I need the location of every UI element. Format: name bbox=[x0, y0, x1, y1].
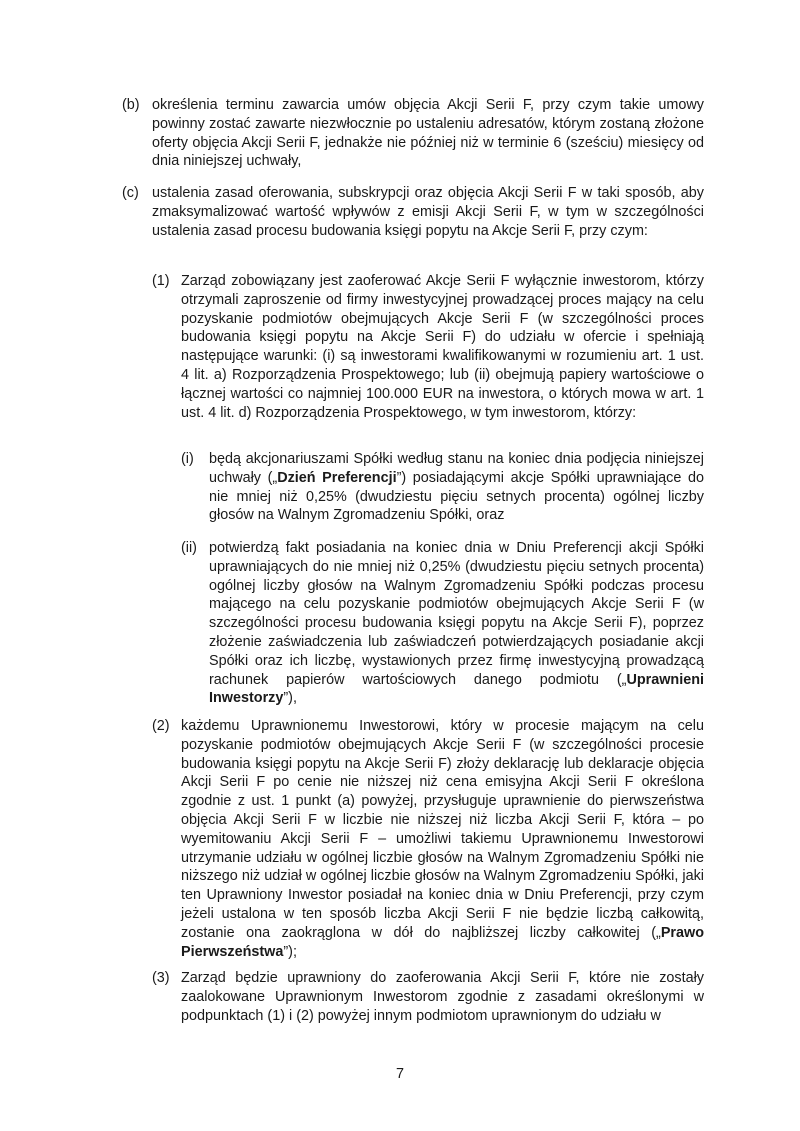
defined-term-prawo-pierwszenstwa: Prawo Pierwszeństwa bbox=[181, 924, 704, 960]
paragraph-c: ustalenia zasad oferowania, subskrypcji oraz objęcia Akcji Serii F w taki sposób, aby zmaksymalizować wartość wpływów z emisji Akcji Serii F, w tym w szczególności ustalenia zasad procesu budowania księgi popytu na Akcje Serii F, przy czym: bbox=[152, 185, 704, 239]
page-number: 7 bbox=[395, 1066, 404, 1082]
paragraph-ci: będą akcjonariuszami Spółki według stanu na koniec dnia podjęcia niniejszej uchwały („Dzień Preferencji”) posiadającymi akcje Spółki uprawniające do nie mniej niż 0,25% (dwudziestu pięciu setnych procenta) ogólnej liczby głosów na Walnym Zgromadzeniu Spółki, oraz bbox=[209, 451, 704, 524]
item-label-c2: (2) bbox=[152, 718, 170, 734]
item-label-b: (b) bbox=[122, 97, 140, 113]
paragraph-cii: potwierdzą fakt posiadania na koniec dnia w Dniu Preferencji akcji Spółki uprawniających do nie mniej niż 0,25% (dwudziestu pięciu setnych procenta) ogólnej liczby głosów na Walnym Zgromadzeniu Spółki podczas procesu mającego na celu pozyskanie podmiotów obejmujących Akcje Serii F (w szczególności procesu budowania księgi popytu na Akcje Serii F), poprzez złożenie zaświadczenia lub zaświadczeń potwierdzających posiadanie akcji Spółki oraz ich liczbę, wystawionych przez firmę inwestycyjną prowadzącą rachunek papierów wartościowych danego podmiotu („Uprawnieni Inwestorzy”), bbox=[209, 540, 704, 707]
item-label-c1: (1) bbox=[152, 273, 170, 289]
item-label-cii: (ii) bbox=[181, 540, 197, 556]
paragraph-c2: każdemu Uprawnionemu Inwestorowi, który w procesie mającym na celu pozyskanie podmiotów obejmujących Akcje Serii F (w szczególności procesie budowania księgi popytu na Akcje Serii F) złoży deklarację lub deklaracje objęcia Akcji Serii F po cenie nie niższej niż cena emisyjna Akcji Serii F określona zgodnie z ust. 1 punkt (a) powyżej, przysługuje uprawnienie do pierwszeństwa objęcia Akcji Serii F w liczbie nie niższej niż liczba Akcji Serii F, która – po wyemitowaniu Akcji Serii F – umożliwi takiemu Uprawnionemu Inwestorowi utrzymanie udziału w ogólnej liczbie głosów na Walnym Zgromadzeniu Spółki nie niższego niż udział w ogólnej liczbie głosów na Walnym Zgromadzeniu Spółki, jaki ten Uprawniony Inwestor posiadał na koniec dnia w Dniu Preferencji, przy czym jeżeli ustalona w ten sposób liczba Akcji Serii F nie będzie liczbą całkowitą, zostanie ona zaokrąglona w dół do najbliższej liczby całkowitej („Prawo Pierwszeństwa”); bbox=[181, 718, 704, 960]
item-label-ci: (i) bbox=[181, 451, 194, 467]
paragraph-b: określenia terminu zawarcia umów objęcia Akcji Serii F, przy czym takie umowy powinny zostać zawarte niezwłocznie po ustaleniu adresatów, którym zostaną złożone oferty objęcia Akcji Serii F, jednakże nie później niż w terminie 6 (sześciu) miesięcy od dnia niniejszej uchwały, bbox=[152, 97, 704, 170]
defined-term-uprawnieni-inwestorzy: Uprawnieni Inwestorzy bbox=[209, 671, 704, 707]
item-label-c: (c) bbox=[122, 185, 139, 201]
defined-term-dzien-preferencji: Dzień Preferencji bbox=[277, 469, 397, 486]
paragraph-c3: Zarząd będzie uprawniony do zaoferowania Akcji Serii F, które nie zostały zaalokowane Uprawnionym Inwestorom zgodnie z zasadami określonymi w podpunktach (1) i (2) powyżej innym podmiotom uprawnionym do udziału w bbox=[181, 970, 704, 1024]
item-label-c3: (3) bbox=[152, 970, 170, 986]
paragraph-c1: Zarząd zobowiązany jest zaoferować Akcje Serii F wyłącznie inwestorom, którzy otrzymali zaproszenie od firmy inwestycyjnej prowadzącej proces mający na celu pozyskanie podmiotów obejmujących Akcje Serii F (w szczególności proces budowania księgi popytu na Akcje Serii F) do udziału w ofercie i spełniają następujące warunki: (i) są inwestorami kwalifikowanymi w rozumieniu art. 1 ust. 4 lit. a) Rozporządzenia Prospektowego; lub (ii) obejmują papiery wartościowe o łącznej wartości co najmniej 100.000 EUR na inwestora, o których mowa w art. 1 ust. 4 lit. d) Rozporządzenia Prospektowego, w tym inwestorom, którzy: bbox=[181, 273, 704, 421]
